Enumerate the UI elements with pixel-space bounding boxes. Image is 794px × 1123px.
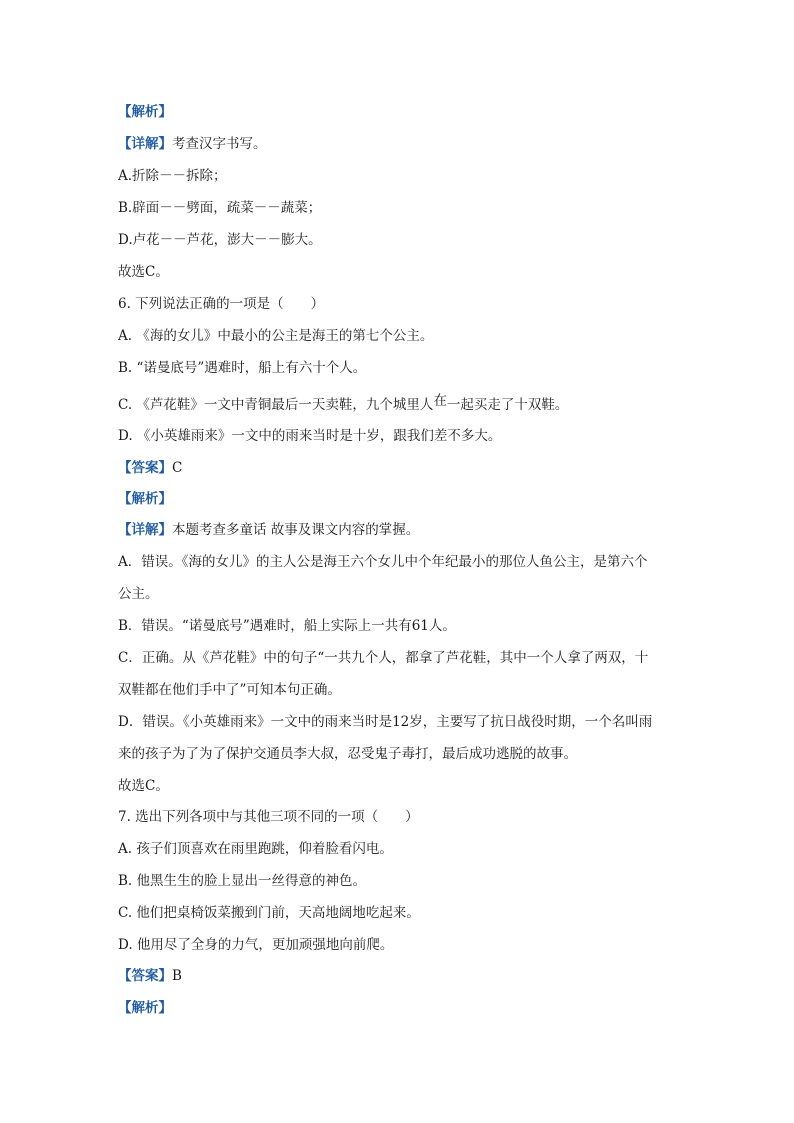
q6-explain-d-2: 来的孩子为了为了保护交通员李大叔，忍受鬼子毒打，最后成功逃脱的故事。 <box>118 746 577 762</box>
q7-option-a: A. 孩子们顶喜欢在雨里跑跳，仰着脸看闪电。 <box>118 841 393 857</box>
q5-conclusion: 故选C。 <box>118 264 169 280</box>
q6-question: 6. 下列说法正确的一项是（ ） <box>118 296 325 312</box>
q6-answer-value: C <box>172 460 183 476</box>
q7-option-d: D. 他用尽了全身的力气，更加顽强地向前爬。 <box>118 937 394 953</box>
q7-answer-value: B <box>172 968 182 984</box>
q6-answer-tag: 【答案】 <box>118 460 172 476</box>
q6-explain-a-1: A．错误。《海的女儿》的主人公是海王六个女儿中个年纪最小的那位人鱼公主，是第六个 <box>118 554 648 570</box>
q5-line-d: D.卢花－－芦花，澎大－－膨大。 <box>118 232 322 248</box>
q6-analysis-heading: 【解析】 <box>118 491 172 507</box>
q7-option-c: C. 他们把桌椅饭菜搬到门前，天高地阔地吃起来。 <box>118 905 420 921</box>
q7-analysis-heading: 【解析】 <box>118 1000 172 1016</box>
q6-option-c <box>118 395 688 415</box>
q6-explain-c-1: C．正确。从《芦花鞋》中的句子“一共九个人，都拿了芦花鞋，其中一个人拿了两双，十 <box>118 650 649 666</box>
q6-explain-a-2: 公主。 <box>118 586 159 602</box>
q6-option-b: B. “诺曼底号”遇难时，船上有六十个人。 <box>118 360 367 376</box>
q7-question: 7. 选出下列各项中与其他三项不同的一项（ ） <box>118 809 419 825</box>
q6-detail-text: 本题考查多童话 故事及课文内容的掌握。 <box>172 522 420 538</box>
q6-explain-c-2: 双鞋都在他们手中了”可知本句正确。 <box>118 682 341 698</box>
q5-line-a: A.折除－－拆除； <box>118 168 227 184</box>
q7-answer <box>118 966 688 986</box>
q7-option-b: B. 他黑生生的脸上显出一丝得意的神色。 <box>118 873 367 889</box>
q6-detail-tag: 【详解】 <box>118 522 172 538</box>
q6-option-c-before: C. 《芦花鞋》一文中青铜最后一天卖鞋，九个城里人 <box>118 397 434 413</box>
q6-explain-b: B．错误。“诺曼底号”遇难时，船上实际上一共有61人。 <box>118 618 456 634</box>
q6-detail <box>118 520 688 540</box>
q6-option-d: D. 《小英雄雨来》一文中的雨来当时是十岁，跟我们差不多大。 <box>118 428 502 444</box>
q5-detail <box>118 134 688 154</box>
q5-line-b: B.辟面－－劈面，疏菜－－蔬菜； <box>118 200 322 216</box>
q5-detail-tag: 【详解】 <box>118 136 172 152</box>
q5-detail-text: 考查汉字书写。 <box>172 136 267 152</box>
q6-conclusion: 故选C。 <box>118 778 169 794</box>
q6-option-c-raised: 在 <box>433 393 447 409</box>
q6-option-a: A. 《海的女儿》中最小的公主是海王的第七个公主。 <box>118 328 434 344</box>
q6-answer <box>118 458 688 478</box>
q7-answer-tag: 【答案】 <box>118 968 172 984</box>
q6-option-c-after: 一起买走了十双鞋。 <box>446 397 569 413</box>
q6-explain-d-1: D．错误。《小英雄雨来》一文中的雨来当时是12岁，主要写了抗日战役时期，一个名叫雨 <box>118 714 653 730</box>
q5-analysis-heading: 【解析】 <box>118 104 172 120</box>
